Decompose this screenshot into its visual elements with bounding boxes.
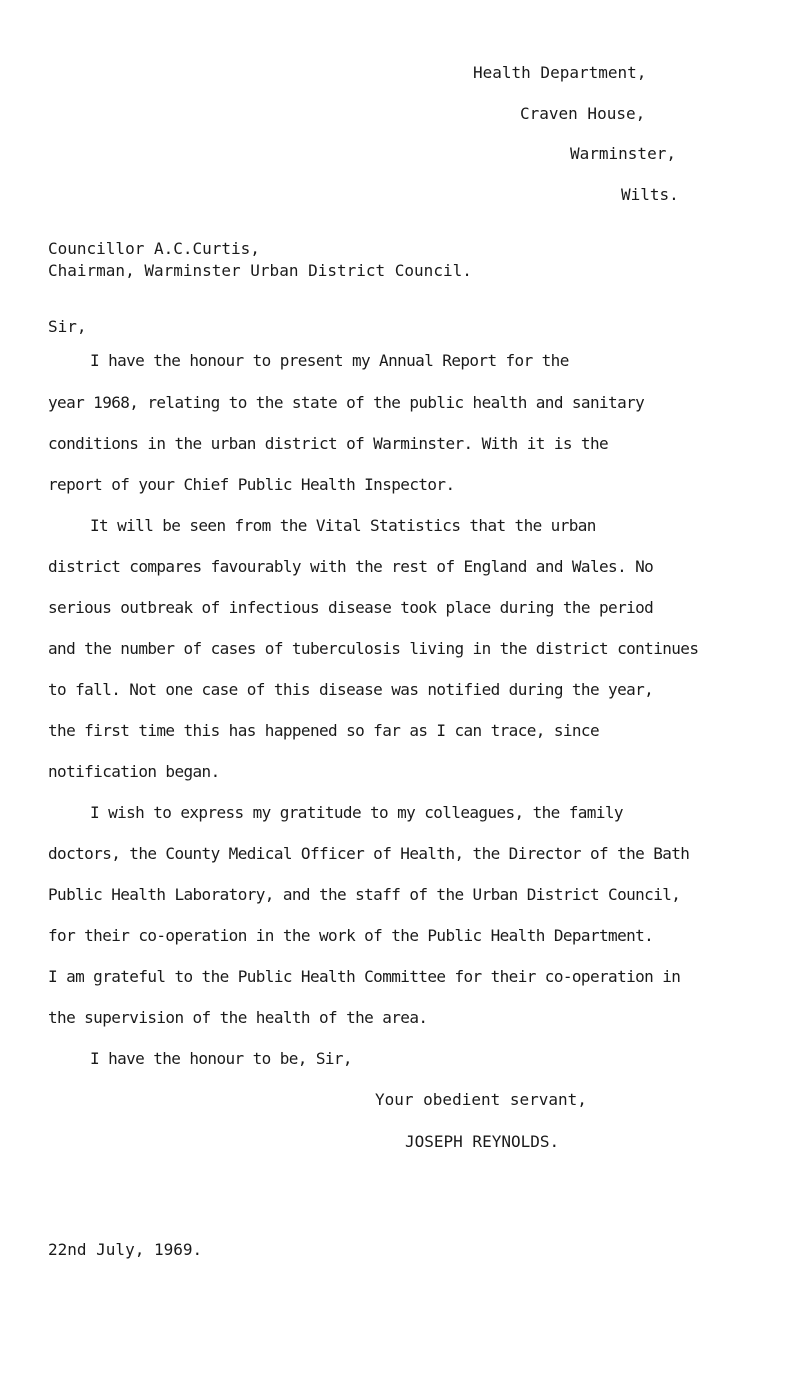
recipient-line: Councillor A.C.Curtis, bbox=[48, 239, 260, 258]
body-line: I wish to express my gratitude to my colleagues, the family bbox=[90, 803, 623, 822]
address-line: Warminster, bbox=[570, 144, 676, 163]
valediction: Your obedient servant, bbox=[375, 1090, 587, 1109]
body-line: the supervision of the health of the area. bbox=[48, 1008, 428, 1027]
body-line: year 1968, relating to the state of the public health and sanitary bbox=[48, 393, 645, 412]
body-line: report of your Chief Public Health Inspector. bbox=[48, 475, 455, 494]
body-line: for their co-operation in the work of the Public Health Department. bbox=[48, 926, 654, 945]
body-line: district compares favourably with the rest of England and Wales. No bbox=[48, 557, 654, 576]
recipient-line: Chairman, Warminster Urban District Council. bbox=[48, 261, 472, 280]
signatory-name: JOSEPH REYNOLDS. bbox=[405, 1132, 560, 1151]
address-line: Wilts. bbox=[621, 185, 679, 204]
body-line: serious outbreak of infectious disease took place during the period bbox=[48, 598, 654, 617]
address-line: Health Department, bbox=[473, 63, 647, 82]
letter-date: 22nd July, 1969. bbox=[48, 1240, 203, 1259]
body-line: the first time this has happened so far as I can trace, since bbox=[48, 721, 600, 740]
body-line: Public Health Laboratory, and the staff of the Urban District Council, bbox=[48, 885, 681, 904]
body-line: conditions in the urban district of Warminster. With it is the bbox=[48, 434, 609, 453]
body-line: I have the honour to be, Sir, bbox=[90, 1049, 352, 1068]
body-line: I have the honour to present my Annual Report for the bbox=[90, 351, 569, 370]
address-line: Craven House, bbox=[520, 104, 646, 123]
body-line: It will be seen from the Vital Statistics that the urban bbox=[90, 516, 596, 535]
body-line: to fall. Not one case of this disease was notified during the year, bbox=[48, 680, 654, 699]
salutation: Sir, bbox=[48, 317, 87, 336]
body-line: doctors, the County Medical Officer of Health, the Director of the Bath bbox=[48, 844, 690, 863]
body-line: notification began. bbox=[48, 762, 220, 781]
body-line: and the number of cases of tuberculosis living in the district continues bbox=[48, 639, 699, 658]
body-line: I am grateful to the Public Health Committee for their co-operation in bbox=[48, 967, 681, 986]
